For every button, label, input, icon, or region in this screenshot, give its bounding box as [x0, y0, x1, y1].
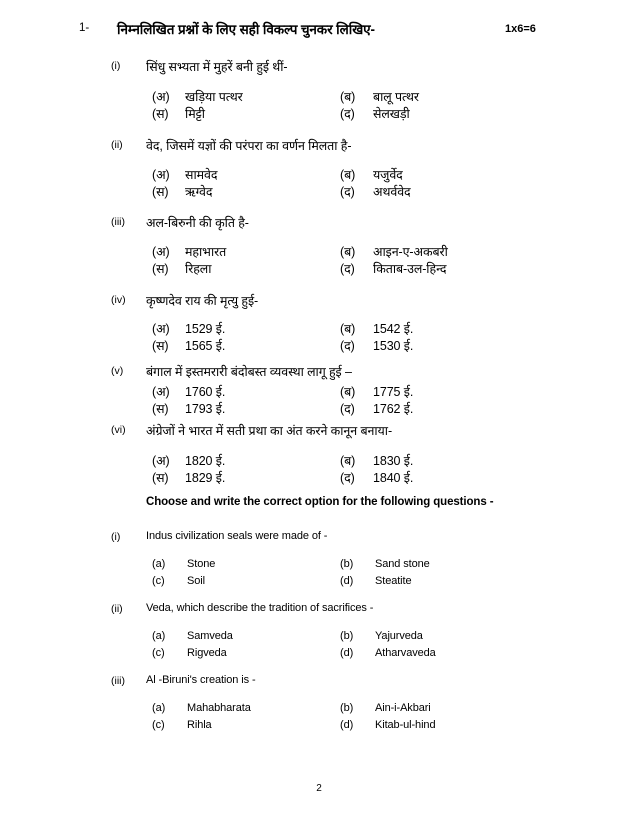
- option-label: (a): [152, 558, 166, 570]
- option-text: Kitab-ul-hind: [375, 719, 436, 731]
- option-text: 1830 ई.: [373, 454, 414, 468]
- question-stem: सिंधु सभ्यता में मुहरें बनी हुई थीं-: [146, 60, 288, 74]
- option-text: Stone: [187, 558, 216, 570]
- option-text: Samveda: [187, 630, 233, 642]
- option-label: (c): [152, 575, 165, 587]
- english-section-heading: Choose and write the correct option for the following questions -: [146, 496, 494, 508]
- option-text: मिट्टी: [185, 107, 205, 121]
- option-label: (d): [340, 647, 354, 659]
- option-label: (ब): [340, 385, 356, 399]
- option-text: Atharvaveda: [375, 647, 436, 659]
- option-text: 1760 ई.: [185, 385, 226, 399]
- option-text: Steatite: [375, 575, 412, 587]
- option-label: (अ): [152, 454, 170, 468]
- option-text: 1542 ई.: [373, 322, 414, 336]
- question-stem: Veda, which describe the tradition of sacrifices -: [146, 602, 374, 614]
- option-label: (द): [340, 402, 355, 416]
- option-text: किताब-उल-हिन्द: [373, 262, 447, 276]
- question-stem: Indus civilization seals were made of -: [146, 530, 328, 542]
- option-text: आइन-ए-अकबरी: [373, 245, 448, 259]
- option-label: (द): [340, 339, 355, 353]
- option-label: (स): [152, 185, 169, 199]
- option-text: रिहला: [185, 262, 212, 276]
- option-text: 1820 ई.: [185, 454, 226, 468]
- option-label: (d): [340, 719, 354, 731]
- question-stem: कृष्णदेव राय की मृत्यु हुई-: [146, 294, 259, 308]
- page-number: 2: [316, 783, 322, 794]
- option-label: (स): [152, 402, 169, 416]
- option-text: 1530 ई.: [373, 339, 414, 353]
- question-title-hindi: निम्नलिखित प्रश्नों के लिए सही विकल्प चुनकर लिखिए-: [117, 22, 375, 37]
- option-label: (स): [152, 262, 169, 276]
- option-label: (अ): [152, 168, 170, 182]
- option-text: Rigveda: [187, 647, 227, 659]
- option-text: 1762 ई.: [373, 402, 414, 416]
- option-text: 1829 ई.: [185, 471, 226, 485]
- option-label: (द): [340, 185, 355, 199]
- question-number: 1-: [79, 22, 90, 34]
- question-stem: अंग्रेजों ने भारत में सती प्रथा का अंत करने कानून बनाया-: [146, 424, 393, 438]
- roman-numeral: (ii): [111, 603, 123, 615]
- option-label: (c): [152, 719, 165, 731]
- roman-numeral: (ii): [111, 139, 123, 151]
- roman-numeral: (vi): [111, 424, 126, 436]
- option-text: यजुर्वेद: [373, 168, 403, 182]
- option-label: (अ): [152, 245, 170, 259]
- option-label: (स): [152, 471, 169, 485]
- option-label: (a): [152, 702, 166, 714]
- option-label: (ब): [340, 245, 356, 259]
- option-text: 1565 ई.: [185, 339, 226, 353]
- option-text: महाभारत: [185, 245, 227, 259]
- option-label: (ब): [340, 90, 356, 104]
- option-label: (स): [152, 107, 169, 121]
- question-stem: अल-बिरुनी की कृति है-: [146, 216, 249, 230]
- roman-numeral: (iii): [111, 216, 125, 228]
- option-label: (द): [340, 262, 355, 276]
- option-text: सामवेद: [185, 168, 218, 182]
- roman-numeral: (i): [111, 531, 121, 543]
- roman-numeral: (iii): [111, 675, 125, 687]
- option-text: खड़िया पत्थर: [185, 90, 243, 104]
- option-label: (अ): [152, 322, 170, 336]
- question-stem: Al -Biruni's creation is -: [146, 674, 256, 686]
- option-label: (b): [340, 630, 354, 642]
- option-label: (ब): [340, 168, 356, 182]
- option-label: (स): [152, 339, 169, 353]
- option-label: (अ): [152, 90, 170, 104]
- option-label: (b): [340, 558, 354, 570]
- question-stem: बंगाल में इस्तमरारी बंदोबस्त व्यवस्था लागू हुई –: [146, 365, 352, 379]
- roman-numeral: (v): [111, 365, 124, 377]
- question-1-header: [0, 20, 638, 42]
- option-text: Ain-i-Akbari: [375, 702, 431, 714]
- option-text: बालू पत्थर: [373, 90, 419, 104]
- option-text: ऋग्वेद: [185, 185, 213, 199]
- option-text: Mahabharata: [187, 702, 251, 714]
- option-text: 1840 ई.: [373, 471, 414, 485]
- option-text: Yajurveda: [375, 630, 423, 642]
- option-label: (c): [152, 647, 165, 659]
- option-text: 1775 ई.: [373, 385, 414, 399]
- option-text: 1793 ई.: [185, 402, 226, 416]
- option-label: (d): [340, 575, 354, 587]
- option-label: (द): [340, 471, 355, 485]
- option-text: Rihla: [187, 719, 212, 731]
- option-label: (अ): [152, 385, 170, 399]
- option-text: अथर्ववेद: [373, 185, 411, 199]
- option-label: (ब): [340, 454, 356, 468]
- option-label: (a): [152, 630, 166, 642]
- option-label: (द): [340, 107, 355, 121]
- option-text: 1529 ई.: [185, 322, 226, 336]
- roman-numeral: (i): [111, 60, 121, 72]
- roman-numeral: (iv): [111, 294, 126, 306]
- question-marks: 1x6=6: [505, 23, 536, 35]
- option-text: सेलखड़ी: [373, 107, 410, 121]
- option-text: Soil: [187, 575, 205, 587]
- option-label: (b): [340, 702, 354, 714]
- option-text: Sand stone: [375, 558, 430, 570]
- option-label: (ब): [340, 322, 356, 336]
- question-stem: वेद, जिसमें यज्ञों की परंपरा का वर्णन मिलता है-: [146, 139, 352, 153]
